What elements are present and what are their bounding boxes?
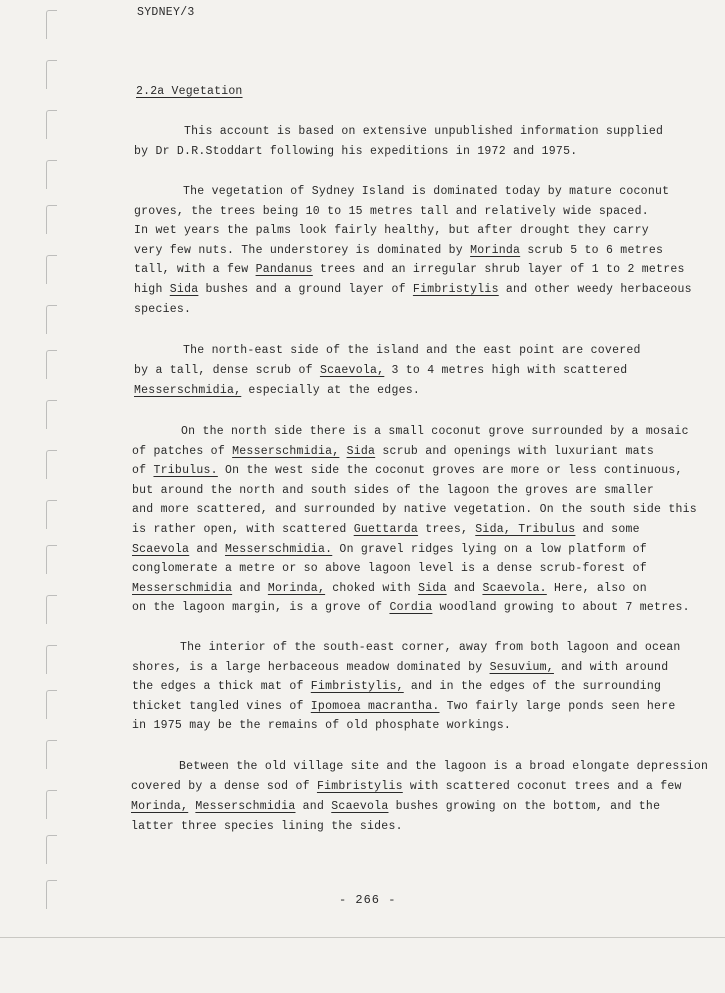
bottom-rule [0,937,725,938]
text-run: On the north side there is a small coconut grove surrounded by a mosaic [181,425,689,438]
species-name: Sida [346,444,376,458]
text-run: conglomerate a metre or so above lagoon level is a dense scrub-forest of [132,562,647,576]
text-run: and [446,581,483,595]
text-run: scrub 5 to 6 metres [520,243,664,257]
binder-hole-mark [46,400,57,429]
species-name: Fimbristylis [412,283,499,296]
species-name: Scaevola [132,542,190,556]
text-line [183,344,641,357]
text-line [134,364,627,377]
species-name: Scaevola, [319,364,385,377]
text-line [134,244,663,257]
text-line [132,700,676,713]
binder-hole-mark [46,835,57,864]
text-line [132,503,697,516]
binder-hole-mark [46,110,57,139]
text-run: The interior of the south-east corner, away from both lagoon and ocean [180,641,681,654]
text-line [131,800,660,813]
text-run: species. [134,302,192,316]
text-line [132,543,647,556]
text-line [134,384,420,397]
binder-hole-mark [46,160,57,189]
text-line [131,820,403,833]
species-name: Morinda, [267,581,326,595]
text-run: and more scattered, and surrounded by native vegetation. On the south side this [132,503,697,517]
text-run: thicket tangled vines of [132,699,311,713]
species-name: Messerschmidia, [134,384,242,397]
text-run: tall, with a few [134,263,256,277]
text-run: 3 to 4 metres high with scattered [384,364,628,377]
species-name: Morinda [470,243,521,257]
text-run: and in the edges of the surrounding [403,680,662,693]
text-run: by Dr D.R.Stoddart following his expeditions in 1972 and 1975. [134,145,578,158]
text-run: Here, also on [546,581,647,595]
text-line [132,484,654,497]
text-line [134,145,577,158]
text-line [132,523,640,536]
text-run: The north-east side of the island and the east point are covered [183,344,641,357]
text-run: In wet years the palms look fairly healthy, but after drought they carry [134,224,649,238]
text-line [132,680,661,693]
text-run: and some [575,523,640,536]
species-name: Tribulus. [153,464,218,478]
binder-hole-mark [46,740,57,769]
text-line [132,464,683,477]
text-run: scrub and openings with luxuriant mats [375,444,655,458]
binder-hole-mark [46,690,57,719]
species-name: Guettarda [353,523,419,536]
text-run: and with around [553,660,669,674]
text-run: of [132,464,154,478]
text-run: with scattered coconut trees and a few [402,780,682,793]
text-line [183,185,669,198]
binder-hole-mark [46,880,57,909]
text-run: the edges a thick mat of [132,680,311,693]
species-name: Messerschmidia [195,800,296,813]
text-line [134,205,649,218]
binder-hole-mark [46,60,57,89]
text-run: On gravel ridges lying on a low platform of [332,542,647,556]
species-name: Fimbristylis [316,780,403,793]
binder-hole-mark [46,255,57,284]
text-run: and [189,542,225,556]
species-name: Ipomoea macrantha. [310,699,440,713]
text-run: Between the old village site and the lagoon is a broad elongate depression [179,760,709,773]
species-name: Pandanus [255,263,313,277]
binder-hole-mark [46,545,57,574]
species-name: Morinda, [131,800,189,813]
text-line [181,425,689,438]
species-name: Messerschmidia. [224,542,333,556]
text-run: very few nuts. The understorey is dominated by [134,243,471,257]
binder-hole-mark [46,790,57,819]
text-line [132,661,668,674]
text-run: covered by a dense sod of [131,780,317,793]
text-run: woodland growing to about 7 metres. [432,601,690,615]
text-run: in 1975 may be the remains of old phosphate workings. [132,719,512,732]
text-run: by a tall, dense scrub of [134,364,320,377]
binder-hole-mark [46,205,57,234]
text-line [184,125,663,138]
text-line [134,224,649,237]
species-name: Cordia [389,601,433,615]
text-line [134,283,692,296]
text-run: high [134,283,170,296]
binder-hole-mark [46,595,57,624]
species-name: Sida [418,581,447,595]
text-run: latter three species lining the sides. [131,820,403,833]
binder-hole-mark [46,450,57,479]
text-run: choked with [325,581,419,595]
text-line [134,303,191,316]
species-name: Scaevola [331,800,389,813]
species-name: Sesuvium, [489,660,554,674]
text-run: Two fairly large ponds seen here [439,699,676,713]
text-line [132,562,647,575]
text-line [132,601,690,614]
text-run: The vegetation of Sydney Island is dominated today by mature coconut [183,185,670,198]
text-run: On the west side the coconut groves are more or less continuous, [217,464,683,478]
text-line [134,263,685,276]
page-number: - 266 - [339,893,397,907]
binder-hole-mark [46,10,57,39]
text-line [132,445,654,458]
text-run: is rather open, with scattered [132,523,354,536]
species-name: Scaevola. [482,581,547,595]
text-run: bushes and a ground layer of [198,283,413,296]
binder-hole-mark [46,350,57,379]
page-header: SYDNEY/3 [137,6,195,19]
text-run: bushes growing on the bottom, and the [388,800,661,813]
text-line [132,719,511,732]
text-run: on the lagoon margin, is a grove of [132,601,390,615]
text-line [132,582,647,595]
section-heading: 2.2a Vegetation [136,85,243,98]
text-line [179,760,708,773]
text-run: trees, [418,523,476,536]
text-line [131,780,682,793]
species-name: Fimbristylis, [310,680,404,693]
text-run: but around the north and south sides of the lagoon the groves are smaller [132,483,655,497]
text-run [339,445,346,458]
species-name: Messerschmidia [132,581,233,595]
species-name: Sida, Tribulus [475,523,576,536]
text-run: of patches of [132,444,233,458]
species-name: Messerschmidia, [232,444,340,458]
binder-hole-mark [46,645,57,674]
text-run: groves, the trees being 10 to 15 metres tall and relatively wide spaced. [134,204,649,218]
text-run: trees and an irregular shrub layer of 1 to 2 metres [312,263,685,277]
binder-hole-mark [46,305,57,334]
text-run: especially at the edges. [241,384,421,397]
text-run: and other weedy herbaceous [498,283,692,296]
species-name: Sida [169,283,199,296]
text-run: shores, is a large herbaceous meadow dominated by [132,660,490,674]
text-run: This account is based on extensive unpublished information supplied [184,125,664,138]
binder-hole-mark [46,500,57,529]
text-line [180,641,681,654]
text-run: and [295,800,332,813]
text-run: and [232,581,268,595]
